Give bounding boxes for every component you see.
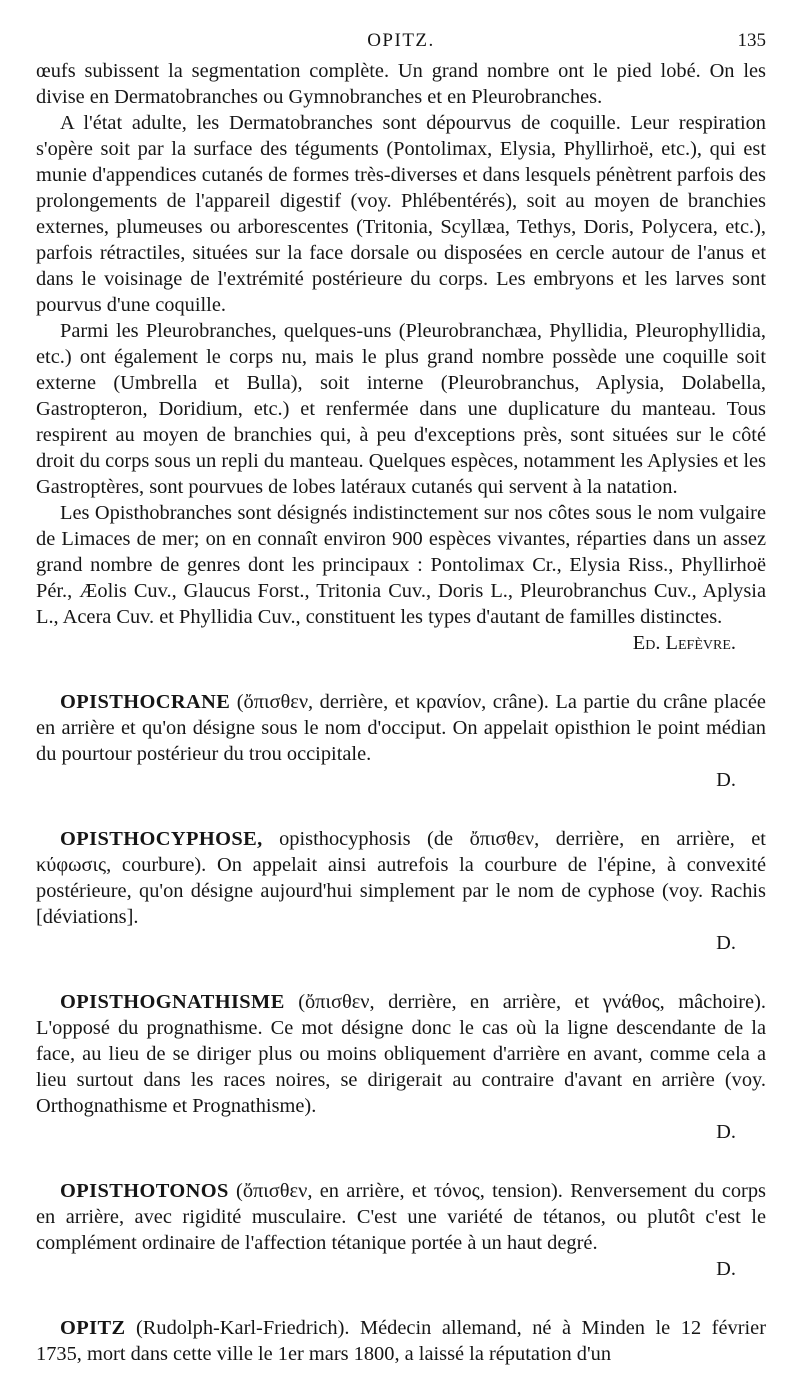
dictionary-entry bbox=[36, 826, 766, 956]
dictionary-entry bbox=[36, 1178, 766, 1282]
entry-headword: OPISTHOGNATHISME bbox=[60, 991, 285, 1013]
entry-text: opisthocyphosis (de ὄπισθεν, derrière, en arrière, et κύφωσις, courbure). On appelait ainsi autrefois la courbure de l'épine, à convexité postérieure, qu'on désigne aujourd'hui simplement par le nom de cyphose (voy. Rachis [déviations]. bbox=[36, 828, 766, 928]
dictionary-entry bbox=[36, 1315, 766, 1367]
signature-row bbox=[36, 630, 766, 656]
page-number: 135 bbox=[737, 30, 766, 51]
entry-signature: D. bbox=[716, 1121, 736, 1143]
entry-headword: OPISTHOCYPHOSE, bbox=[60, 828, 263, 850]
entry-headword: OPISTHOTONOS bbox=[60, 1180, 229, 1202]
paragraph: A l'état adulte, les Dermatobranches sont dépourvus de coquille. Leur respiration s'opère soit par la surface des téguments (Pontolimax, Elysia, Phyllirhoë, etc.), qui est munie d'appendices cutanés de formes très-diverses et dans lesquels pénètrent parfois des prolongements de l'appareil digestif (voy. Phlébentérés), soit au moyen de branchies externes, plumeuses ou arborescentes (Tritonia, Scyllæa, Tethys, Doris, Polycera, etc.), parfois rétractiles, situées sur la face dorsale ou disposées en cercle autour de l'anus et dans le voisinage de l'extrémité postérieure du corps. Les embryons et les larves sont pourvus d'une coquille. bbox=[36, 112, 766, 316]
page-header bbox=[36, 28, 766, 58]
entry-signature: D. bbox=[716, 769, 736, 791]
paragraph-with-signature bbox=[36, 500, 766, 630]
entry-text: (ὄπισθεν, derrière, et κρανίον, crâne). La partie du crâne placée en arrière et qu'on désigne sous le nom d'occiput. On appelait opisthion le point médian du pourtour postérieur du trou occipitale. bbox=[36, 691, 766, 765]
entry-headword: OPITZ bbox=[60, 1317, 126, 1339]
author-signature: Ed. Lefèvre. bbox=[632, 632, 736, 654]
entry-signature: D. bbox=[716, 1258, 736, 1280]
paragraph: œufs subissent la segmentation complète. Un grand nombre ont le pied lobé. On les divise en Dermatobranches ou Gymnobranches et en Pleurobranches. bbox=[36, 60, 766, 108]
entry-text: (Rudolph-Karl-Friedrich). Médecin allemand, né à Minden le 12 février 1735, mort dans cette ville le 1er mars 1800, a laissé la réputation d'un bbox=[36, 1317, 766, 1365]
entry-headword: OPISTHOCRANE bbox=[60, 691, 231, 713]
entry-signature: D. bbox=[716, 932, 736, 954]
continuation-article bbox=[36, 58, 766, 656]
paragraph: Les Opisthobranches sont désignés indistinctement sur nos côtes sous le nom vulgaire de Limaces de mer; on en connaît environ 900 espèces vivantes, réparties dans un assez grand nombre de genres dont les principaux : Pontolimax Cr., Elysia Riss., Phyllirhoë Pér., Æolis Cuv., Glaucus Forst., Tritonia Cuv., Doris L., Pleurobranchus Cuv., Aplysia L., Acera Cuv. et Phyllidia Cuv., constituent les types d'autant de familles distinctes. bbox=[36, 502, 766, 628]
running-head: OPITZ. bbox=[367, 30, 435, 51]
entry-text: (ὄπισθεν, derrière, en arrière, et γνάθος, mâchoire). L'opposé du prognathisme. Ce mot désigne donc le cas où la ligne descendante de la face, au lieu de se diriger plus ou moins obliquement d'arrière en avant, comme cela a lieu surtout dans les races noires, se dirigerait au contraire d'avant en arrière (voy. Orthognathisme et Prognathisme). bbox=[36, 991, 766, 1117]
entry-text: (ὄπισθεν, en arrière, et τόνος, tension). Renversement du corps en arrière, avec rigidité musculaire. C'est une variété de tétanos, ou plutôt c'est le complément ordinaire de l'affection tétanique portée à un haut degré. bbox=[36, 1180, 766, 1254]
dictionary-entry bbox=[36, 989, 766, 1145]
dictionary-entry bbox=[36, 689, 766, 793]
paragraph: Parmi les Pleurobranches, quelques-uns (Pleurobranchæa, Phyllidia, Pleurophyllidia, etc.) ont également le corps nu, mais le plus grand nombre possède une coquille soit externe (Umbrella et Bulla), soit interne (Pleurobranchus, Aplysia, Dolabella, Gastropteron, Doridium, etc.) et renfermée dans une duplicature du manteau. Tous respirent au moyen de branchies qui, à peu d'exceptions près, sont situées sur le côté droit du corps sous un repli du manteau. Quelques espèces, notamment les Aplysies et les Gastroptères, sont pourvues de lobes latéraux cutanés qui servent à la natation. bbox=[36, 320, 766, 498]
